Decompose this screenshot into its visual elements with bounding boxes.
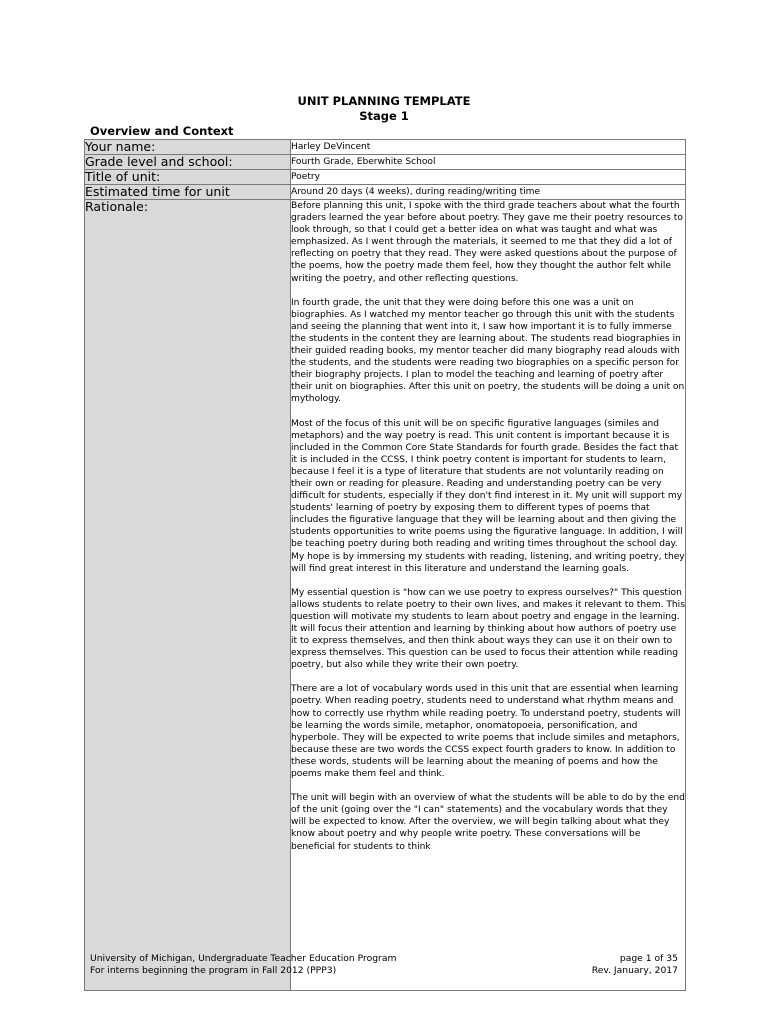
- row-label-rationale: Rationale:: [85, 200, 291, 991]
- rationale-paragraph: Most of the focus of this unit will be on specific figurative languages (similes and metaphors) and the way poetry is read. This unit content is important because it is included in the Common Core State Standards for fourth grade. Besides the fact that it is included in the CCSS, I think poetry content is important for students to learn, because I feel it is a type of literature that students are not voluntarily reading on their own or reading for pleasure. Reading and understanding poetry can be very difficult for students, especially if they don't find interest in it. My unit will support my students' learning of poetry by exposing them to different types of poems that includes the figurative language that they will be learning about and then giving the students opportunities to write poems using the figurative language. In addition, I will be teaching poetry during both reading and writing times throughout the school day. My hope is by immersing my students with reading, listening, and writing poetry, they will find great interest in this literature and understand the learning goals.: [291, 418, 685, 574]
- table-row: [85, 200, 686, 991]
- rationale-body: [291, 200, 685, 927]
- footer-line-2: [90, 965, 678, 977]
- document-title: UNIT PLANNING TEMPLATE: [297, 94, 471, 108]
- table-row: [85, 155, 686, 170]
- row-label-grade: Grade level and school:: [85, 155, 291, 170]
- table-row: [85, 185, 686, 200]
- rationale-paragraph: The unit will begin with an overview of what the students will be able to do by the end of the unit (going over the "I can" statements) and the vocabulary words that they will be expected to know. After the overview, we will begin talking about what they know about poetry and why people write poetry. These conversations will be beneficial for students to think: [291, 793, 685, 852]
- row-label-time: Estimated time for unit: [85, 185, 291, 200]
- row-value-time: Around 20 days (4 weeks), during reading/writing time: [291, 185, 686, 200]
- footer-line-1: [90, 953, 678, 965]
- rationale-text: [291, 200, 686, 991]
- row-value-grade: Fourth Grade, Eberwhite School: [291, 155, 686, 170]
- rationale-paragraph: My essential question is "how can we use poetry to express ourselves?" This question allows students to relate poetry to their own lives, and makes it relevant to them. This question will motivate my students to learn about poetry and engage in the learning. It will focus their attention and learning by thinking about how authors of poetry use it to express themselves, and then think about ways they can use it on their own to express themselves. This question can be used to focus their attention while reading poetry, but also while they write their own poetry.: [291, 587, 685, 671]
- page-number: page 1 of 35: [619, 953, 678, 964]
- revision-date: Rev. January, 2017: [591, 965, 678, 976]
- rationale-paragraph: In fourth grade, the unit that they were doing before this one was a unit on biographies. As I watched my mentor teacher go through this unit with the students and seeing the planning that went into it, I saw how important it is to fully immerse the students in the content they are learning about. The students read biographies in their guided reading books, my mentor teacher did many biography read alouds with the students, and the students were reading two biographies on a specific person for their biography projects. I plan to model the teaching and learning of poetry after their unit on biographies. After this unit on poetry, the students will be doing a unit on mythology.: [291, 297, 685, 405]
- table-row: [85, 140, 686, 155]
- footer-institution: University of Michigan, Undergraduate Teacher Education Program: [90, 953, 397, 964]
- row-label-title: Title of unit:: [85, 170, 291, 185]
- row-label-name: Your name:: [85, 140, 291, 155]
- footer-cohort: For interns beginning the program in Fall 2012 (PPP3): [90, 965, 337, 976]
- rationale-paragraph: There are a lot of vocabulary words used in this unit that are essential when learning poetry. When reading poetry, students need to understand what rhythm means and how to correctly use rhythm while reading poetry. To understand poetry, students will be learning the words simile, metaphor, onomatopoeia, personification, and hyperbole. They will be expected to write poems that include similes and metaphors, because these are two words the CCSS expect fourth graders to know. In addition to these words, students will be learning about the meaning of poems and how the poems make them feel and think.: [291, 684, 681, 780]
- planning-table: [84, 139, 686, 991]
- rationale-paragraph: Before planning this unit, I spoke with the third grade teachers about what the fourth graders learned the year before about poetry. They gave me their poetry resources to look through, so that I could get a better idea on what was taught and what was emphasized. As I went through the materials, it seemed to me that they did a lot of reflecting on poetry that they read. They were asked questions about the purpose of the poems, how the poetry made them feel, how they thought the author felt while writing the poetry, and other reflecting questions.: [291, 201, 683, 284]
- section-heading: Overview and Context: [90, 124, 234, 138]
- table-row: [85, 170, 686, 185]
- row-value-name: Harley DeVincent: [291, 140, 686, 155]
- row-value-title: Poetry: [291, 170, 686, 185]
- stage-heading: Stage 1: [359, 109, 409, 123]
